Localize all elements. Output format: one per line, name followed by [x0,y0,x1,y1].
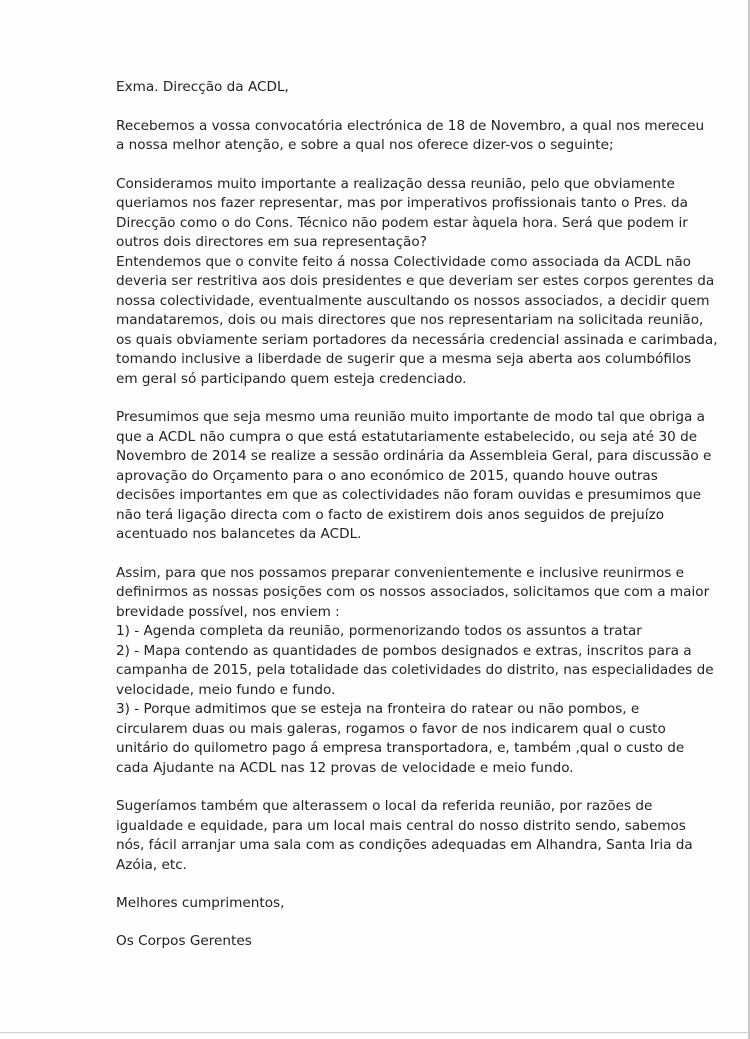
text-line: Consideramos muito importante a realização dessa reunião, pelo que obviamente [116,175,675,192]
paragraph-4 [116,564,714,779]
text-line: brevidade possível, nos enviem : [116,603,340,620]
text-line: Azóia, etc. [116,856,187,873]
paragraph-5 [116,797,693,875]
paragraph-2 [116,175,718,390]
text-line: deveria ser restritiva aos dois presidentes e que deveriam ser estes corpos gerentes da [116,273,715,289]
text-line: Novembro de 2014 se realize a sessão ordinária da Assembleia Geral, para discussão e [116,448,712,464]
closing: Melhores cumprimentos, [116,895,285,911]
scan-edge-bottom [0,1032,750,1033]
text-line: unitário do quilometro pago á empresa transportadora, e, também ,qual o custo de [116,740,685,756]
text-line: cada Ajudante na ACDL nas 12 provas de velocidade e meio fundo. [116,759,574,776]
text-line: tomando inclusive a liberdade de sugerir que a mesma seja aberta aos columbófilos [116,351,692,367]
list-item: 1) - Agenda completa da reunião, pormenorizando todos os assuntos a tratar [116,623,642,639]
text-line: Direcção como o do Cons. Técnico não podem estar àquela hora. Será que podem ir [116,214,688,231]
text-line: aprovação do Orçamento para o ano económico de 2015, quando houve outras [116,467,658,484]
text-line: acentuado nos balancetes da ACDL. [116,526,362,542]
text-line: que a ACDL não cumpra o que está estatutariamente estabelecido, ou seja até 30 de [116,428,698,445]
text-line: igualdade e equidade, para um local mais central do nosso distrito sendo, sabemos [116,817,686,834]
paragraph-3 [116,408,712,545]
text-line: circularem duas ou mais galeras, rogamos o favor de nos indicarem qual o custo [116,720,666,737]
text-line: queriamos nos fazer representar, mas por imperativos profissionais tanto o Pres. da [116,195,689,211]
text-line: Assim, para que nos possamos preparar convenientemente e inclusive reunirmos e [116,564,685,581]
text-line: Entendemos que o convite feito á nossa Colectividade como associada da ACDL não [116,253,691,270]
text-line: mandataremos, dois ou mais directores que nos representariam na solicitada reunião, [116,312,704,328]
text-line: Presumimos que seja mesmo uma reunião muito importante de modo tal que obriga a [116,409,705,425]
text-line: Sugeríamos também que alterassem o local da referida reunião, por razões de [116,798,653,814]
text-line: os quais obviamente seriam portadores da necessária credencial assinada e carimbada, [116,331,718,348]
text-line: outros dois directores em sua representação? [116,234,427,250]
salutation: Exma. Direcção da ACDL, [116,79,289,95]
text-line: não terá ligação directa com o facto de existirem dois anos seguidos de prejuízo [116,506,665,523]
list-item: 2) - Mapa contendo as quantidades de pombos designados e extras, inscritos para a [116,642,692,659]
letter-body [116,78,718,951]
text-line: decisões importantes em que as colectividades não foram ouvidas e presumimos que [116,487,702,503]
text-line: definirmos as nossas posições com os nossos associados, solicitamos que com a maior [116,584,710,600]
paragraph-1 [116,117,705,156]
text-line: nós, fácil arranjar uma sala com as condições adequadas em Alhandra, Santa Iria da [116,837,693,853]
text-line: nossa colectividade, eventualmente auscultando os nossos associados, a decidir quem [116,292,710,309]
text-line: em geral só participando quem esteja credenciado. [116,370,467,387]
list-item: 3) - Porque admitimos que se esteja na fronteira do ratear ou não pombos, e [116,701,640,717]
text-line: velocidade, meio fundo e fundo. [116,681,336,698]
text-line: a nossa melhor atenção, e sobre a qual nos oferece dizer-vos o seguinte; [116,137,614,153]
text-line: Recebemos a vossa convocatória electrónica de 18 de Novembro, a qual nos mereceu [116,117,705,134]
signature: Os Corpos Gerentes [116,932,252,949]
text-line: campanha de 2015, pela totalidade das coletividades do distrito, nas especialidades de [116,662,714,678]
